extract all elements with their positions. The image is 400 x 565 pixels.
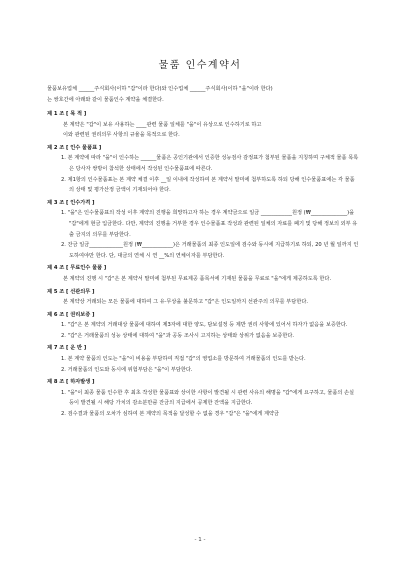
article-item: 1. "갑"은 본 계약의 거래대상 물품에 대하여 제3자에 대한 양도, 담보설정 등 제반 권리 사항에 있어서 하자가 없음을 보증한다. <box>61 322 348 329</box>
article-2 <box>47 143 359 196</box>
article-heading: 제 7 조 [ 운 반 ] <box>47 345 87 352</box>
intro-line: 는 쌍호간에 아래와 같이 물품인수 계약을 체결한다. <box>47 97 164 103</box>
article-1 <box>47 109 359 141</box>
article-item: 2. "갑"은 거래물품의 성능 상태에 대하여 "을"과 공동 조사시 고지하는 상태와 상위가 없음을 보증한다. <box>61 332 295 339</box>
article-item: 2. 거래물품의 인도와 동시에 위험부담은 "을"이 부담한다. <box>61 366 193 373</box>
article-paragraph: 이와 관련된 권리의무 사항의 규율을 목적으로 한다. <box>63 132 180 139</box>
article-item: 2. 잔금 일금_____________원정 (₩____________)은 거래물품의 최종 인도일에 검수와 동시에 지급하기로 하되, 20 년 월 일까지 인도하여야만 한다. 단, 대금의 연체 시 연 __%의 연체이자를 부담한다. <box>61 242 359 259</box>
article-8 <box>47 377 359 419</box>
article-7 <box>47 343 359 375</box>
article-4 <box>47 263 359 284</box>
article-5 <box>47 287 359 308</box>
article-item: 1. 본 계약에 따라 "을"이 인수하는 ______물품은 공인기관에서 인증한 성능검사 감정표가 첨부된 물품을 지칭하며 구체적 물품 목록은 당사자 쌍방이 참석한 상태에서 작성된 인수물품표에 따른다. <box>61 155 359 172</box>
articles-body <box>47 107 359 420</box>
article-paragraph: 본 계약은 "갑"이 보유 사용하는 ____관련 물품 일체를 "을"이 유상으로 인수하기로 하고 <box>63 121 262 128</box>
page-number: - 1 - <box>194 537 206 543</box>
article-heading: 제 6 조 [ 권리보증 ] <box>47 311 95 318</box>
article-heading: 제 3 조 [ 인수가격 ] <box>47 199 95 206</box>
article-heading: 제 2 조 [ 인수 물품표 ] <box>47 144 102 151</box>
document-title: 물품 인수계약서 <box>158 60 242 71</box>
article-item: 2. 제1항의 인수물품표는 본 계약 체결 이후 __일 이내에 작성하여 본 계약서 말미에 첨부하도록 하되 당해 인수물품표에는 각 물품의 상태 및 평가산정 금액이 기재되어야 한다. <box>61 176 355 194</box>
article-item: 1. 본 계약 물품의 인도는 "을"이 비용을 부담하여 직접 "갑"의 영업소를 방문하여 거래물품의 인도를 받는다. <box>61 356 306 363</box>
article-6 <box>47 310 359 342</box>
article-heading: 제 5 조 [ 선관의무 ] <box>47 288 95 295</box>
article-item: 1. "을"이 최종 물품 인수한 후 최초 작성한 물품표와 상이한 사항이 발견될 시 관련 사유의 해명을 "갑"에게 요구하고, 물품의 손실 등이 발견될 시 해당 가치의 감소분만큼 잔금의 지급에서 공제한 잔액을 지급한다. <box>61 389 355 407</box>
intro-paragraph <box>47 84 359 106</box>
intro-line: 물품보유업체 ______주식회사(이하 "갑"이라 한다)와 인수업체 ______주식회사(이하 "을"이라 한다) <box>47 86 273 92</box>
article-paragraph: 본 계약의 진행 시 "갑"은 본 계약서 말미에 첨부된 무료제공 품목서에 기재된 물품을 무료로 "을"에게 제공하도록 한다. <box>63 275 332 282</box>
article-heading: 제 8 조 [ 하자발생 ] <box>47 379 95 386</box>
article-paragraph: 본 계약상 거래되는 모든 물품에 대하여 그 유·무상을 불문하고 "갑"은 인도일까지 선관주의 의무를 부담한다. <box>63 299 308 306</box>
article-heading: 제 4 조 [ 무료인수 물품 ] <box>47 265 107 272</box>
article-heading: 제 1 조 [ 목 적 ] <box>47 111 87 117</box>
article-3 <box>47 198 359 262</box>
article-item: 1. "을"은 인수물품표의 작성 이후 계약의 진행을 희망하고자 하는 경우 계약금으로 일금 ____________원정 (₩______________)을 "갑"에게 현금 입금한다. 다만, 계약의 진행을 거부한 경우 인수물품표 작성과 관련된 일체의 자료를 폐기 및 당해 정보의 외부 유출 금지의 의무를 부담한다. <box>61 210 358 238</box>
article-item: 2. 검수결과 물품의 오차가 심하여 본 계약의 목적을 달성할 수 없을 경우 "갑"은 "을"에게 계약금 <box>61 411 279 418</box>
